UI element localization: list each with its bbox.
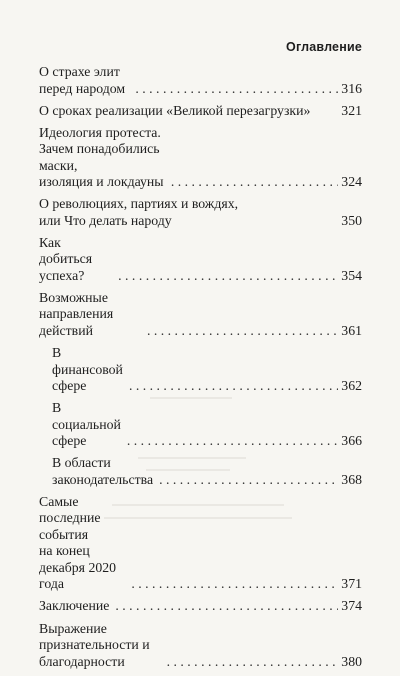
toc-entry-page: 374	[341, 598, 362, 614]
toc-entry	[39, 621, 362, 671]
dot-leader	[112, 268, 338, 285]
toc-entry-title: Идеология протеста. Зачем понадобились маски, изоляция и локдауны	[39, 124, 164, 190]
dot-leader	[141, 323, 338, 340]
toc-entry	[39, 103, 362, 120]
dot-leader	[129, 81, 338, 98]
toc-entry	[39, 290, 362, 340]
toc-entry	[39, 64, 362, 97]
toc-entry-page: 366	[341, 433, 362, 449]
toc-subentry	[39, 345, 362, 395]
toc-entry-title: В финансовой сфере	[52, 345, 123, 394]
toc-entry-page: 321	[341, 102, 362, 118]
toc-entry	[39, 235, 362, 285]
dot-leader	[123, 378, 338, 395]
toc-entry-title: Возможные направления действий	[39, 289, 114, 338]
toc-entry-page: 324	[341, 174, 362, 190]
toc-entry	[39, 598, 362, 615]
running-header: Оглавление	[286, 40, 362, 54]
toc-entry-page: 354	[341, 267, 362, 283]
toc-entry	[39, 494, 362, 593]
toc-subentry	[39, 400, 362, 450]
toc-entry-page: 371	[341, 576, 362, 592]
dot-leader	[121, 433, 338, 450]
toc-entry-page: 368	[341, 471, 362, 487]
toc-entry-page: 350	[341, 212, 362, 228]
dot-leader	[161, 654, 339, 671]
toc-entry-title: О сроках реализации «Великой перезагрузки»	[39, 102, 311, 118]
dot-leader	[109, 598, 338, 615]
toc-entry-title: О страхе элит перед народом	[39, 64, 126, 96]
toc-entry-title: Выражение признательности и благодарности	[39, 620, 150, 669]
toc-entry-page: 361	[341, 322, 362, 338]
toc-subentry	[39, 455, 362, 488]
dot-leader	[125, 576, 338, 593]
table-of-contents	[39, 64, 362, 676]
dot-leader	[153, 472, 338, 489]
toc-entry-page: 316	[341, 80, 362, 96]
toc-entry-title: Как добиться успеха?	[39, 234, 93, 283]
toc-entry-page: 362	[341, 378, 362, 394]
toc-entry	[39, 125, 362, 191]
toc-entry	[39, 196, 362, 229]
toc-entry-page: 380	[341, 653, 362, 669]
toc-entry-title: В области законодательства	[52, 455, 154, 487]
dot-leader	[165, 174, 338, 191]
toc-entry-title: Заключение	[39, 598, 110, 614]
toc-entry-title: В социальной сфере	[52, 400, 121, 449]
toc-entry-title: О революциях, партиях и вождях, или Что делать народу	[39, 196, 239, 228]
toc-entry-title: Самые последние события на конец декабря 2020 года	[39, 493, 117, 592]
